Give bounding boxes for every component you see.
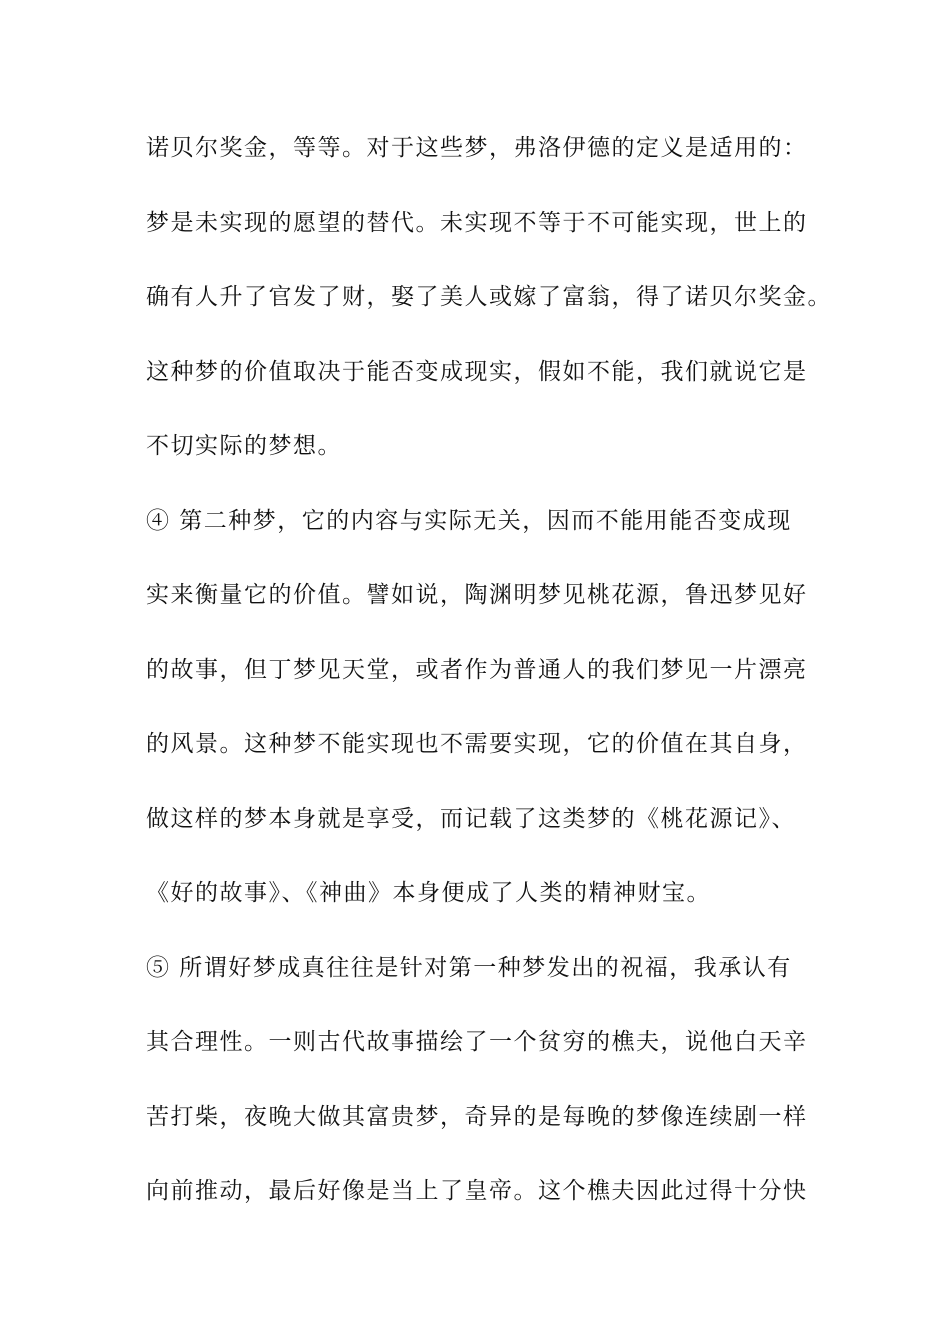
paragraph-5-start-line: ⑤ 所谓好梦成真往往是针对第一种梦发出的祝福，我承认有 xyxy=(146,954,792,981)
text-line: 诺贝尔奖金，等等。对于这些梦，弗洛伊德的定义是适用的： xyxy=(146,135,808,161)
text-line: 的故事，但丁梦见天堂，或者作为普通人的我们梦见一片漂亮 xyxy=(146,656,808,683)
text-line: 这种梦的价值取决于能否变成现实，假如不能，我们就说它是 xyxy=(146,358,808,385)
text-line: 梦是未实现的愿望的替代。未实现不等于不可能实现，世上的 xyxy=(146,209,808,236)
text-line: 其合理性。一则古代故事描绘了一个贫穷的樵夫，说他白天辛 xyxy=(146,1029,808,1055)
text-line: 确有人升了官发了财，娶了美人或嫁了富翁，得了诺贝尔奖金。 xyxy=(146,284,832,310)
text-line: 《好的故事》、《神曲》本身便成了人类的精神财宝。 xyxy=(146,880,711,906)
text-line: 做这样的梦本身就是享受，而记载了这类梦的《桃花源记》、 xyxy=(146,805,796,832)
text-line: 苦打柴，夜晚大做其富贵梦，奇异的是每晚的梦像连续剧一样 xyxy=(146,1103,808,1130)
body-text xyxy=(146,128,846,1246)
text-line: 实来衡量它的价值。譬如说，陶渊明梦见桃花源，鲁迅梦见好 xyxy=(146,582,808,608)
paragraph-4-start-line: ④ 第二种梦，它的内容与实际无关，因而不能用能否变成现 xyxy=(146,507,792,534)
text-line: 向前推动，最后好像是当上了皇帝。这个樵夫因此过得十分快 xyxy=(146,1178,808,1204)
text-line: 的风景。这种梦不能实现也不需要实现，它的价值在其自身， xyxy=(146,731,808,757)
text-line: 不切实际的梦想。 xyxy=(146,433,342,459)
